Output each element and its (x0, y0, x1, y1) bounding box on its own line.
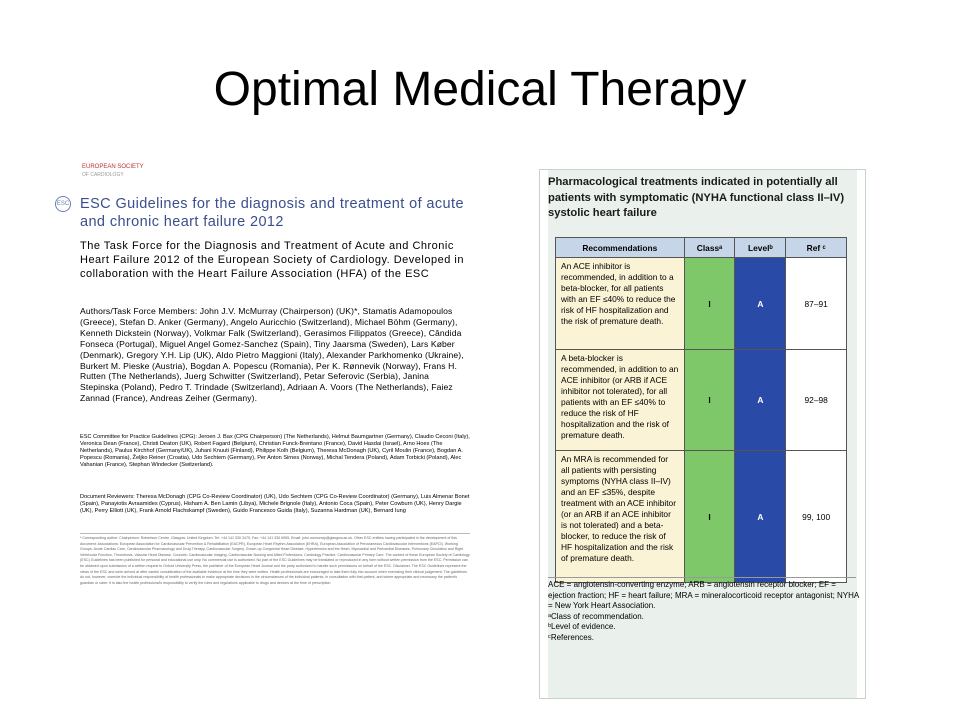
recommendations-figure (539, 169, 866, 699)
footnote-abbreviations: ACE = angiotensin-converting enzyme; ARB = angiotensin receptor blocker; EF = ejection fraction; HF = heart failure; MRA = mineralocorticoid receptor antagonist; NYHA = New York Heart Association. (548, 580, 859, 611)
class-cell: I (684, 258, 735, 350)
ref-cell: 99, 100 (786, 451, 847, 583)
slide-title: Optimal Medical Therapy (213, 63, 747, 116)
footnote-a: ᵃClass of recommendation. (548, 611, 644, 621)
figure-footnotes (548, 580, 860, 644)
header-recommendations: Recommendations (556, 238, 685, 258)
paper-task-force: The Task Force for the Diagnosis and Treatment of Acute and Chronic Heart Failure 2012 of the European Society of Cardiology. Developed in collaboration with the Heart Failure Association (HFA) of the ESC (80, 240, 464, 280)
recommendation-text: A beta-blocker is recommended, in addition to an ACE inhibitor (or ARB if ACE inhibitor not tolerated), for all patients with an EF ≤40% to reduce the risk of HF hospitalization and the risk of premature death. (556, 350, 685, 451)
class-cell: I (684, 350, 735, 451)
header-ref: Ref ᶜ (786, 238, 847, 258)
paper-footnotes: * Corresponding author: Chairperson: Robertson Centre, Glasgow, United Kingdom. Tel: +44 141 330 3479, Fax: +44 141 330 6955, Email: john.mcmurray@glasgow.ac.uk. Other ESC entities having participated in the development of this document: Associations: European Association for Cardiovascular Prevention & Rehabilitation (EACPR), European Heart Rhythm Association (EHRA), European Association of Percutaneous Cardiovascular Interventions (EAPCI). Working Groups: Acute Cardiac Care, Cardiovascular Pharmacology and Drug Therapy, Cardiovascular Surgery, Grown-up Congenital Heart Disease, Hypertension and the Heart, Myocardial and Pericardial Diseases, Pulmonary Circulation and Right Ventricular Function, Thrombosis, Valvular Heart Disease. Councils: Cardiovascular Imaging, Cardiovascular Nursing and Allied Professions, Cardiology Practice, Cardiovascular Primary Care. The content of these European Society of Cardiology (ESC) Guidelines has been published for personal and educational use only. No commercial use is authorized. No part of the ESC Guidelines may be translated or reproduced in any form without written permission from the ESC. Permission can be obtained upon submission of a written request to Oxford University Press, the publisher of the European Heart Journal and the party authorized to handle such permissions on behalf of the ESC. Disclaimer. The ESC Guidelines represent the views of the ESC and were arrived at after careful consideration of the available evidence at the time they were written. Health professionals are encouraged to take them fully into account when exercising their clinical judgement. The guidelines do not, however, override the individual responsibility of health professionals to make appropriate decisions in the circumstances of the individual patients, in consultation with that patient, and where appropriate and necessary the patient's guardian or carer. It is also the health professional's responsibility to verify the rules and regulations applicable to drugs and devices at the time of prescription. (80, 533, 470, 586)
level-cell: A (735, 350, 786, 451)
esc-logo-text: EUROPEAN SOCIETY (82, 164, 144, 170)
level-cell: A (735, 451, 786, 583)
figure-heading: Pharmacological treatments indicated in potentially all patients with symptomatic (NYHA functional class II–IV) systolic heart failure (548, 176, 845, 219)
footnote-divider (548, 577, 856, 578)
guideline-paper-excerpt (52, 160, 470, 720)
table-row (556, 451, 847, 583)
esc-logo-subtext: OF CARDIOLOGY (82, 172, 124, 178)
paper-committee: ESC Committee for Practice Guidelines (CPG): Jeroen J. Bax (CPG Chairperson) (The Netherlands), Helmut Baumgartner (Germany), Claudio Ceconi (Italy), Veronica Dean (France), Christi Deaton (UK), Robert Fagard (Belgium), Christian Funck-Brentano (France), David Hasdai (Israel), Arno Hoes (The Netherlands), Paulus Kirchhof (Germany/UK), Juhani Knuuti (Finland), Philippe Kolh (Belgium), Theresa McDonagh (UK), Cyril Moulin (France), Bogdan A. Popescu (Romania), Željko Reiner (Croatia), Udo Sechtem (Germany), Per Anton Sirnes (Norway), Michal Tendera (Poland), Adam Torbicki (Poland), Alec Vahanian (France), Stephan Windecker (Switzerland). (80, 434, 470, 469)
paper-authors: Authors/Task Force Members: John J.V. McMurray (Chairperson) (UK)*, Stamatis Adamopoulos (Greece), Stefan D. Anker (Germany), Angelo Auricchio (Switzerland), Michael Böhm (Germany), Kenneth Dickstein (Norway), Volkmar Falk (Switzerland), Gerasimos Filippatos (Greece), Cândida Fonseca (Portugal), Miguel Angel Gomez-Sanchez (Spain), Tiny Jaarsma (Sweden), Lars Køber (Denmark), Gregory Y.H. Lip (UK), Aldo Pietro Maggioni (Italy), Alexander Parkhomenko (Ukraine), Burkert M. Pieske (Austria), Bogdan A. Popescu (Romania), Per K. Rønnevik (Norway), Frans H. Rutten (The Netherlands), Juerg Schwitter (Switzerland), Petar Seferovic (Serbia), Janina Stepinska (Poland), Pedro T. Trindade (Switzerland), Adriaan A. Voors (The Netherlands), Faiez Zannad (France), Andreas Zeiher (Germany). (80, 306, 464, 404)
header-class: Classᵃ (684, 238, 735, 258)
class-cell: I (684, 451, 735, 583)
ref-cell: 87–91 (786, 258, 847, 350)
ref-cell: 92–98 (786, 350, 847, 451)
footnote-c: ᶜReferences. (548, 632, 594, 642)
footnote-b: ᵇLevel of evidence. (548, 622, 616, 632)
recommendation-text: An ACE inhibitor is recommended, in addition to a beta-blocker, for all patients with an EF ≤40% to reduce the risk of HF hospitalization and the risk of premature death. (556, 258, 685, 350)
esc-icon: ESC (55, 196, 71, 212)
level-cell: A (735, 258, 786, 350)
paper-title: ESC Guidelines for the diagnosis and treatment of acute and chronic heart failure 2012 (80, 196, 464, 230)
header-level: Levelᵇ (735, 238, 786, 258)
recommendations-table (555, 237, 847, 583)
table-row (556, 258, 847, 350)
recommendation-text: An MRA is recommended for all patients with persisting symptoms (NYHA class II–IV) and an EF ≤35%, despite treatment with an ACE inhibitor (or an ARB if an ACE inhibitor is not tolerated) and a beta-blocker, to reduce the risk of HF hospitalization and the risk of premature death. (556, 451, 685, 583)
table-header-row (556, 238, 847, 258)
table-row (556, 350, 847, 451)
paper-reviewers: Document Reviewers: Theresa McDonagh (CPG Co-Review Coordinator) (UK), Udo Sechtem (CPG Co-Review Coordinator) (Germany), Luis Almenar Bonet (Spain), Panayiotis Avraamides (Cyprus), Hisham A. Ben Lamin (Libya), Michele Brignole (Italy), Antonio Coca (Spain), Peter Cowburn (UK), Henry Dargie (UK), Perry Elliott (UK), Frank Arnold Flachskampf (Sweden), Guido Francesco Guida (Italy), Suzanna Hardman (UK), Bernard Iung (80, 494, 470, 515)
